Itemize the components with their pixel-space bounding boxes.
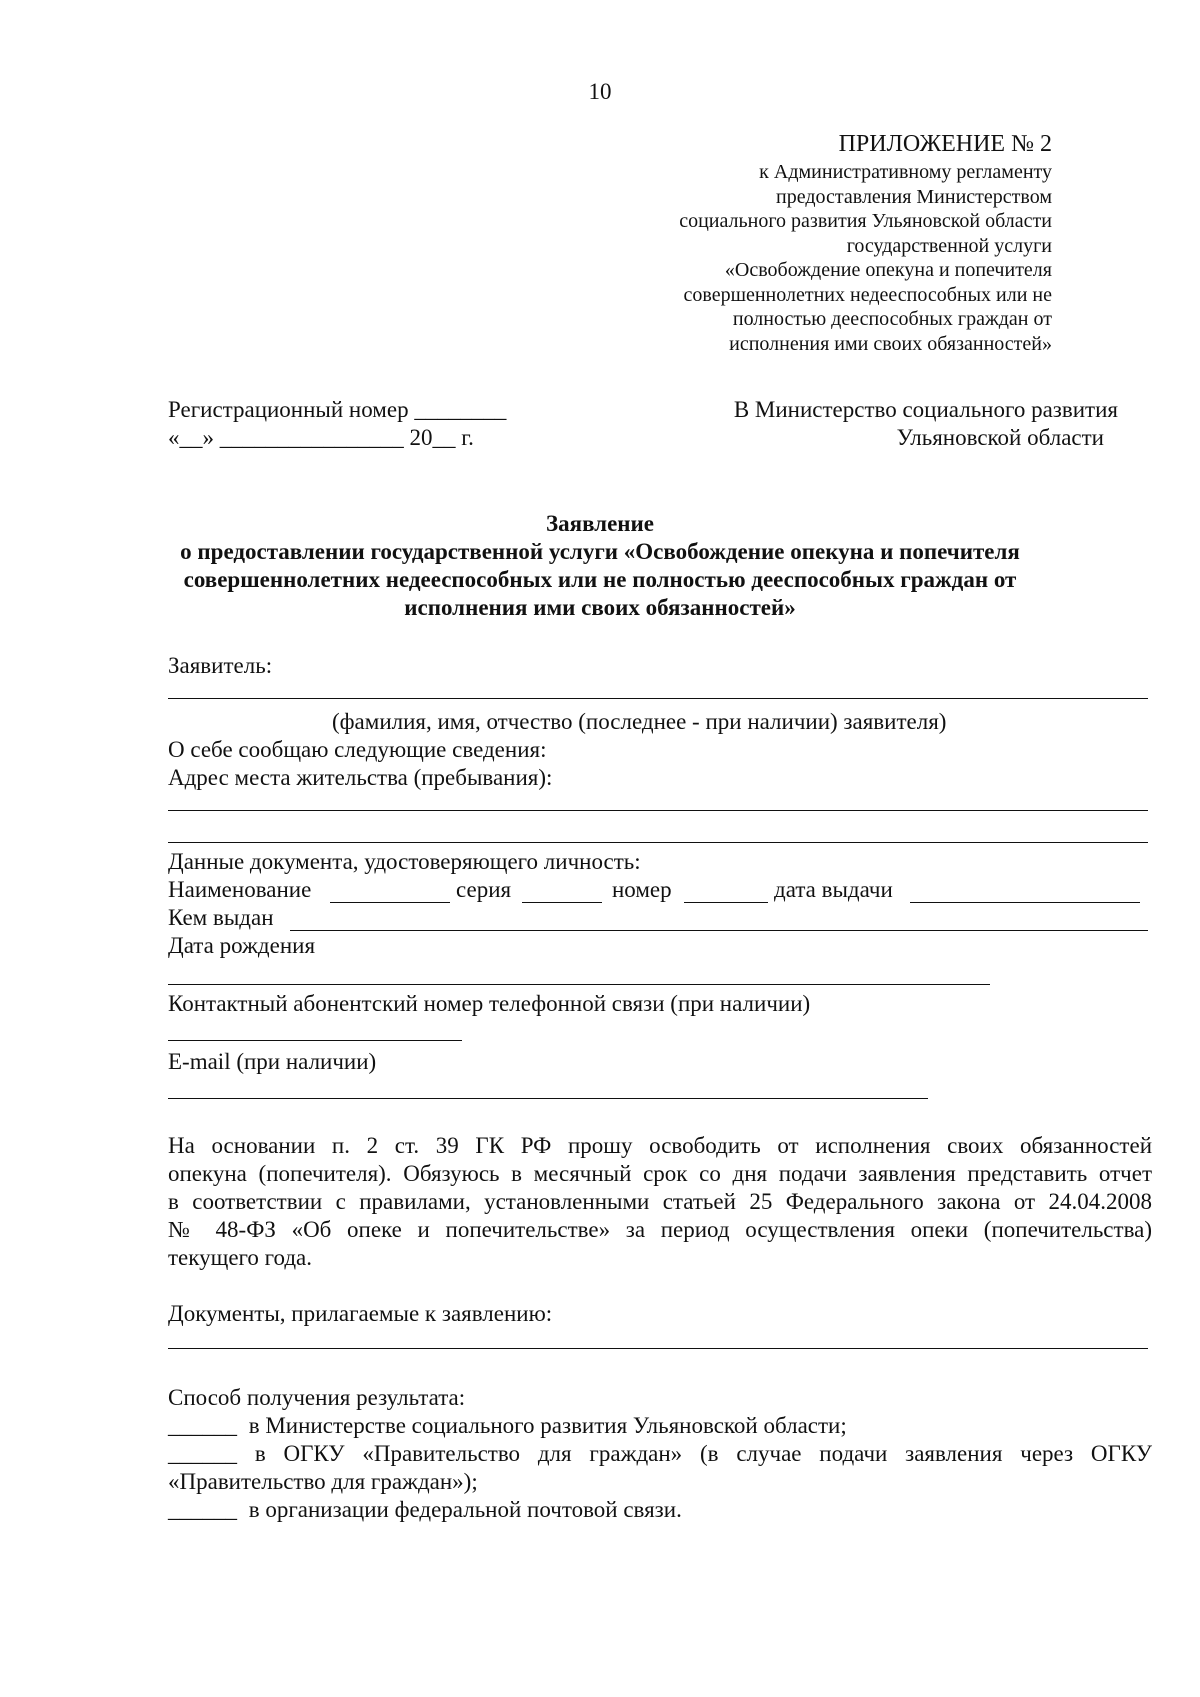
applicant-label: Заявитель: bbox=[168, 653, 273, 678]
id-date-label: дата выдачи bbox=[774, 877, 893, 902]
registration-number: Регистрационный номер ________ bbox=[168, 397, 507, 422]
appendix-line: к Административному регламенту bbox=[759, 161, 1052, 183]
addressee-line1: В Министерство социального развития bbox=[733, 397, 1118, 422]
applicant-name-hint: (фамилия, имя, отчество (последнее - при наличии) заявителя) bbox=[332, 709, 947, 734]
appendix-line: полностью дееспособных граждан от bbox=[732, 308, 1052, 330]
address-field-2[interactable] bbox=[168, 842, 1148, 843]
applicant-name-field[interactable] bbox=[168, 698, 1148, 699]
attachments-field[interactable] bbox=[168, 1348, 1148, 1349]
result-option-mfc[interactable] bbox=[168, 1440, 1152, 1496]
phone-field[interactable] bbox=[168, 1040, 462, 1041]
email-field[interactable] bbox=[168, 1098, 928, 1099]
result-option-blank: ______ bbox=[168, 1413, 237, 1438]
id-number-field[interactable] bbox=[684, 902, 768, 903]
id-series-field[interactable] bbox=[522, 902, 602, 903]
id-doc-label: Данные документа, удостоверяющего личность: bbox=[168, 849, 641, 874]
id-date-field[interactable] bbox=[910, 902, 1140, 903]
request-line: в соответствии с правилами, установленными статьей 25 Федерального закона от 24.04.2008 bbox=[168, 1189, 1152, 1214]
request-paragraph bbox=[168, 1132, 1152, 1272]
appendix-line: совершеннолетних недееспособных или не bbox=[683, 283, 1052, 306]
statement-line: о предоставлении государственной услуги «Освобождение опекуна и попечителя bbox=[180, 539, 1020, 564]
result-label: Способ получения результата: bbox=[168, 1385, 466, 1410]
issued-by-field[interactable] bbox=[290, 930, 1148, 931]
result-option-blank: ______ bbox=[168, 1497, 237, 1522]
statement-line: совершеннолетних недееспособных или не полностью дееспособных граждан от bbox=[183, 567, 1017, 592]
result-option-blank: ______ bbox=[168, 1441, 237, 1466]
request-line: № 48-ФЗ «Об опеке и попечительстве» за период осуществления опеки (попечительства) bbox=[168, 1217, 1152, 1242]
result-option-label: в ОГКУ «Правительство для граждан» (в случае подачи заявления через ОГКУ bbox=[254, 1441, 1152, 1466]
result-option-post[interactable] bbox=[168, 1496, 682, 1524]
appendix-line: исполнения ими своих обязанностей» bbox=[729, 332, 1052, 355]
email-label: E-mail (при наличии) bbox=[168, 1049, 377, 1074]
statement-line: исполнения ими своих обязанностей» bbox=[404, 595, 796, 620]
address-field[interactable] bbox=[168, 810, 1148, 811]
appendix-title: ПРИЛОЖЕНИЕ № 2 bbox=[838, 131, 1052, 157]
addressee-line2: Ульяновской области bbox=[896, 425, 1104, 450]
id-number-label: номер bbox=[612, 877, 672, 902]
statement-title: Заявление bbox=[545, 511, 655, 536]
birth-date-field[interactable] bbox=[168, 984, 990, 985]
result-option-ministry[interactable] bbox=[168, 1412, 847, 1440]
request-line: текущего года. bbox=[168, 1245, 312, 1270]
page-number: 10 bbox=[588, 79, 612, 104]
address-label: Адрес места жительства (пребывания): bbox=[168, 765, 553, 790]
result-option-label-cont: «Правительство для граждан»); bbox=[168, 1469, 478, 1494]
registration-date: «__» ________________ 20__ г. bbox=[168, 425, 474, 450]
issued-by-label: Кем выдан bbox=[168, 905, 274, 930]
appendix-caption bbox=[679, 160, 1052, 356]
about-label: О себе сообщаю следующие сведения: bbox=[168, 737, 547, 762]
appendix-line: предоставления Министерством bbox=[776, 185, 1052, 208]
phone-label: Контактный абонентский номер телефонной связи (при наличии) bbox=[168, 991, 811, 1016]
result-option-label: в Министерстве социального развития Ульяновской области; bbox=[248, 1413, 847, 1438]
appendix-line: социального развития Ульяновской области bbox=[679, 210, 1052, 232]
birth-date-label: Дата рождения bbox=[168, 933, 316, 958]
request-line: опекуна (попечителя). Обязуюсь в месячный срок со дня подачи заявления представить отчет bbox=[168, 1161, 1152, 1186]
appendix-line: государственной услуги bbox=[846, 234, 1052, 257]
appendix-line: «Освобождение опекуна и попечителя bbox=[724, 259, 1052, 281]
attachments-label: Документы, прилагаемые к заявлению: bbox=[168, 1301, 553, 1326]
request-line: На основании п. 2 ст. 39 ГК РФ прошу освободить от исполнения своих обязанностей bbox=[168, 1133, 1152, 1158]
id-name-label: Наименование bbox=[168, 877, 312, 902]
id-name-field[interactable] bbox=[330, 902, 450, 903]
id-series-label: серия bbox=[456, 877, 512, 902]
result-option-label: в организации федеральной почтовой связи. bbox=[248, 1497, 682, 1522]
